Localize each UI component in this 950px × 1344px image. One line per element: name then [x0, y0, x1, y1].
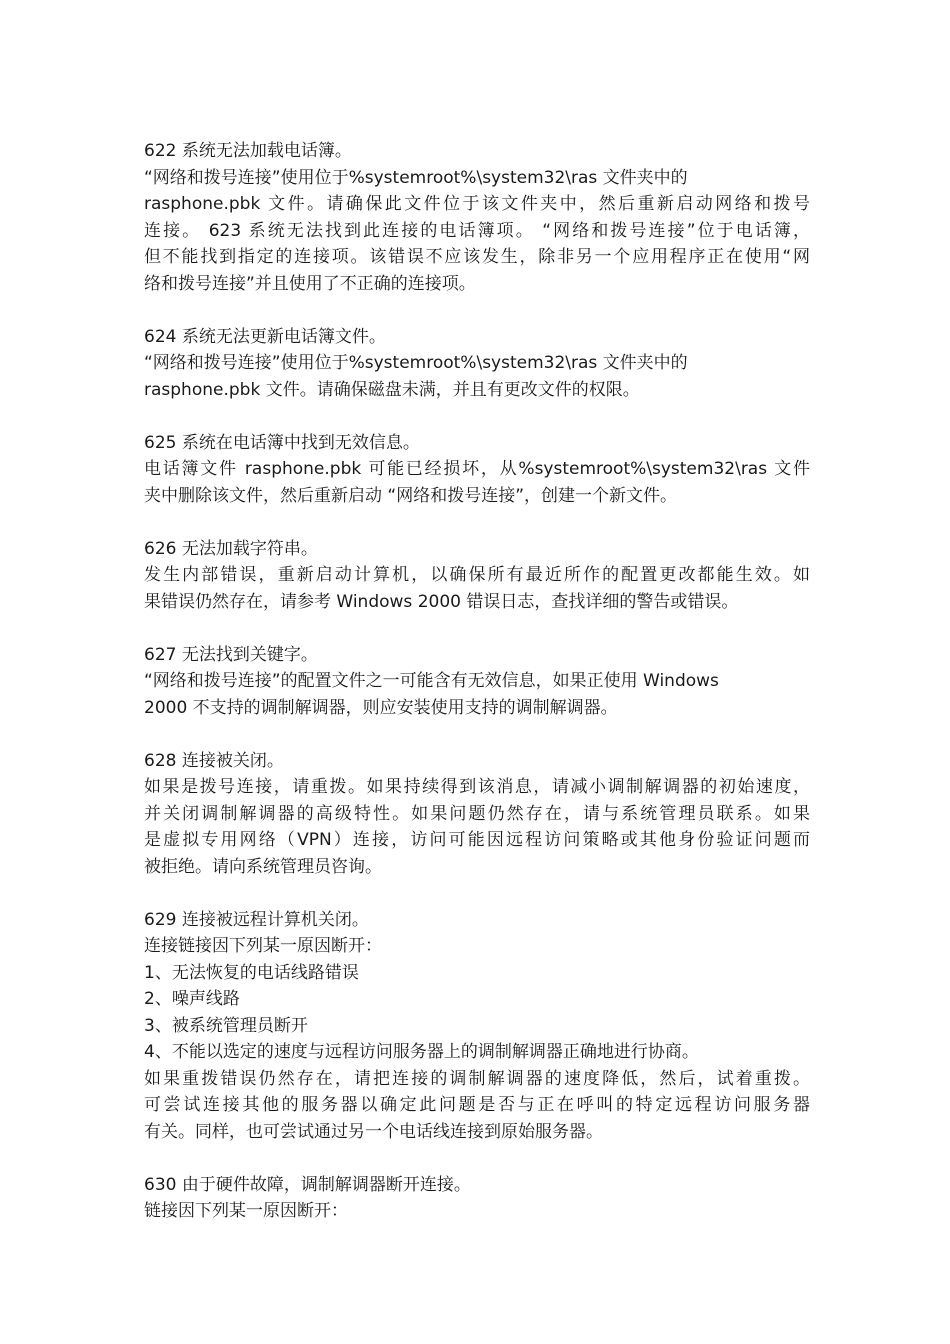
- text-line: 630 由于硬件故障，调制解调器断开连接。: [144, 1174, 471, 1195]
- text-line: 电话簿文件 rasphone.pbk 可能已经损坏，从%systemroot%\system32\ras 文件: [144, 459, 810, 479]
- text-line: 622 系统无法加载电话簿。: [144, 141, 352, 161]
- text-line: 如果是拨号连接，请重拨。如果持续得到该消息，请减小调制解调器的初始速度，: [144, 777, 810, 797]
- text-line: 626 无法加载字符串。: [144, 538, 318, 559]
- paragraph-spacer: [144, 509, 810, 536]
- text-line: 夹中删除该文件，然后重新启动 “网络和拨号连接”，创建一个新文件。: [144, 485, 678, 506]
- text-line: rasphone.pbk 文件。请确保此文件位于该文件夹中，然后重新启动网络和拨号: [144, 194, 810, 214]
- text-line: 络和拨号连接”并且使用了不正确的连接项。: [144, 273, 476, 294]
- text-line: 2、噪声线路: [144, 989, 240, 1009]
- paragraph-spacer: [144, 297, 810, 324]
- text-line: 4、不能以选定的速度与远程访问服务器上的调制解调器正确地进行协商。: [144, 1042, 699, 1062]
- text-line: 连接链接因下列某一原因断开：: [144, 936, 382, 956]
- text-line: 627 无法找到关键字。: [144, 644, 318, 665]
- text-line: 果错误仍然存在，请参考 Windows 2000 错误日志，查找详细的警告或错误。: [144, 591, 739, 612]
- text-line: 628 连接被关闭。: [144, 750, 284, 771]
- paragraph-spacer: [144, 403, 810, 430]
- paragraph-spacer: [144, 880, 810, 907]
- text-line: 发生内部错误，重新启动计算机，以确保所有最近所作的配置更改都能生效。如: [144, 565, 810, 585]
- text-line: 2000 不支持的调制解调器，则应安装使用支持的调制解调器。: [144, 697, 618, 718]
- text-line: 是虚拟专用网络（VPN）连接，访问可能因远程访问策略或其他身份验证问题而: [144, 830, 810, 850]
- text-line: rasphone.pbk 文件。请确保磁盘未满，并且有更改文件的权限。: [144, 379, 640, 400]
- text-line: 链接因下列某一原因断开：: [144, 1201, 348, 1221]
- text-line: 可尝试连接其他的服务器以确定此问题是否与正在呼叫的特定远程访问服务器: [144, 1095, 810, 1115]
- text-line: 3、被系统管理员断开: [144, 1015, 308, 1036]
- text-line: 并关闭调制解调器的高级特性。如果问题仍然存在，请与系统管理员联系。如果: [144, 803, 810, 824]
- text-line: “网络和拨号连接”使用位于%systemroot%\system32\ras 文件夹中的: [144, 353, 688, 373]
- text-line: 被拒绝。请向系统管理员咨询。: [144, 856, 382, 877]
- paragraph-spacer: [144, 1145, 810, 1172]
- text-line: 624 系统无法更新电话簿文件。: [144, 326, 386, 347]
- text-line: 如果重拨错误仍然存在，请把连接的调制解调器的速度降低，然后，试着重拨。: [144, 1068, 810, 1089]
- paragraph-spacer: [144, 615, 810, 642]
- document-body: [144, 138, 810, 1225]
- paragraph-spacer: [144, 721, 810, 748]
- text-line: 1、无法恢复的电话线路错误: [144, 962, 359, 983]
- text-line: 629 连接被远程计算机关闭。: [144, 909, 369, 930]
- text-line: “网络和拨号连接”的配置文件之一可能含有无效信息，如果正使用 Windows: [144, 671, 719, 691]
- text-line: 625 系统在电话簿中找到无效信息。: [144, 432, 420, 453]
- text-line: “网络和拨号连接”使用位于%systemroot%\system32\ras 文件夹中的: [144, 167, 688, 188]
- text-line: 连接。 623 系统无法找到此连接的电话簿项。 “网络和拨号连接”位于电话簿，: [144, 220, 810, 241]
- text-line: 有关。同样，也可尝试通过另一个电话线连接到原始服务器。: [144, 1121, 603, 1142]
- text-line: 但不能找到指定的连接项。该错误不应该发生，除非另一个应用程序正在使用“网: [144, 247, 810, 267]
